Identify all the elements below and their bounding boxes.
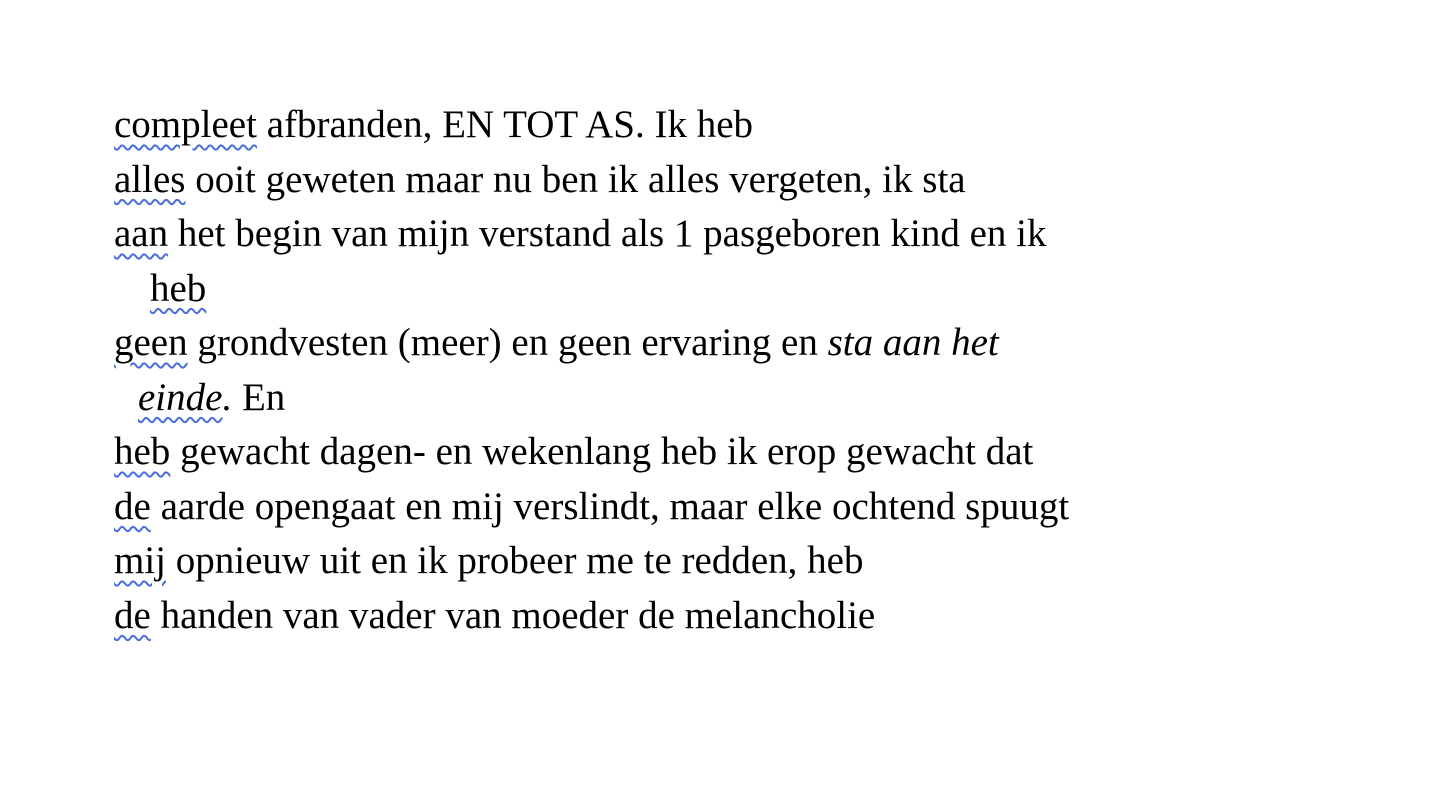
text-line	[114, 153, 1394, 208]
line-text: opnieuw uit en ik probeer me te redden, heb	[166, 539, 864, 582]
spellcheck-word[interactable]: compleet	[114, 103, 257, 146]
spellcheck-word[interactable]: de	[114, 484, 151, 528]
italic-text: sta aan het	[827, 321, 999, 364]
text-line	[114, 480, 1394, 535]
text-line	[114, 534, 1394, 589]
spellcheck-word[interactable]: geen	[114, 321, 188, 364]
text-line	[114, 589, 1394, 644]
line-text: handen van vader van moeder de melancholie	[150, 593, 876, 637]
spellcheck-word[interactable]: heb	[114, 430, 171, 473]
italic-text: .	[222, 375, 233, 419]
text-line	[114, 207, 1394, 262]
line-text: grondvesten (meer) en geen ervaring en	[187, 321, 828, 364]
text-line	[114, 98, 1394, 153]
spellcheck-word[interactable]: mij	[114, 539, 167, 582]
spellcheck-word[interactable]: einde	[138, 375, 223, 419]
spellcheck-word[interactable]: alles	[114, 157, 186, 201]
line-text: gewacht dagen- en wekenlang heb ik erop gewacht dat	[170, 430, 1034, 473]
text-line-continuation	[114, 371, 1394, 426]
spellcheck-word[interactable]: de	[114, 593, 151, 637]
spellcheck-word[interactable]: heb	[150, 266, 207, 310]
line-text: En	[232, 375, 286, 419]
line-text: afbranden, EN TOT AS. Ik heb	[256, 103, 754, 146]
text-line-continuation	[114, 262, 1394, 317]
text-line	[114, 316, 1394, 371]
document-body[interactable]	[114, 98, 1394, 643]
line-text: aarde opengaat en mij verslindt, maar elke ochtend spuugt	[150, 484, 1070, 528]
text-line	[114, 425, 1394, 480]
line-text: het begin van mijn verstand als 1 pasgeboren kind en ik	[168, 212, 1047, 255]
spellcheck-word[interactable]: aan	[114, 212, 169, 255]
line-text: ooit geweten maar nu ben ik alles vergeten, ik sta	[185, 157, 966, 201]
